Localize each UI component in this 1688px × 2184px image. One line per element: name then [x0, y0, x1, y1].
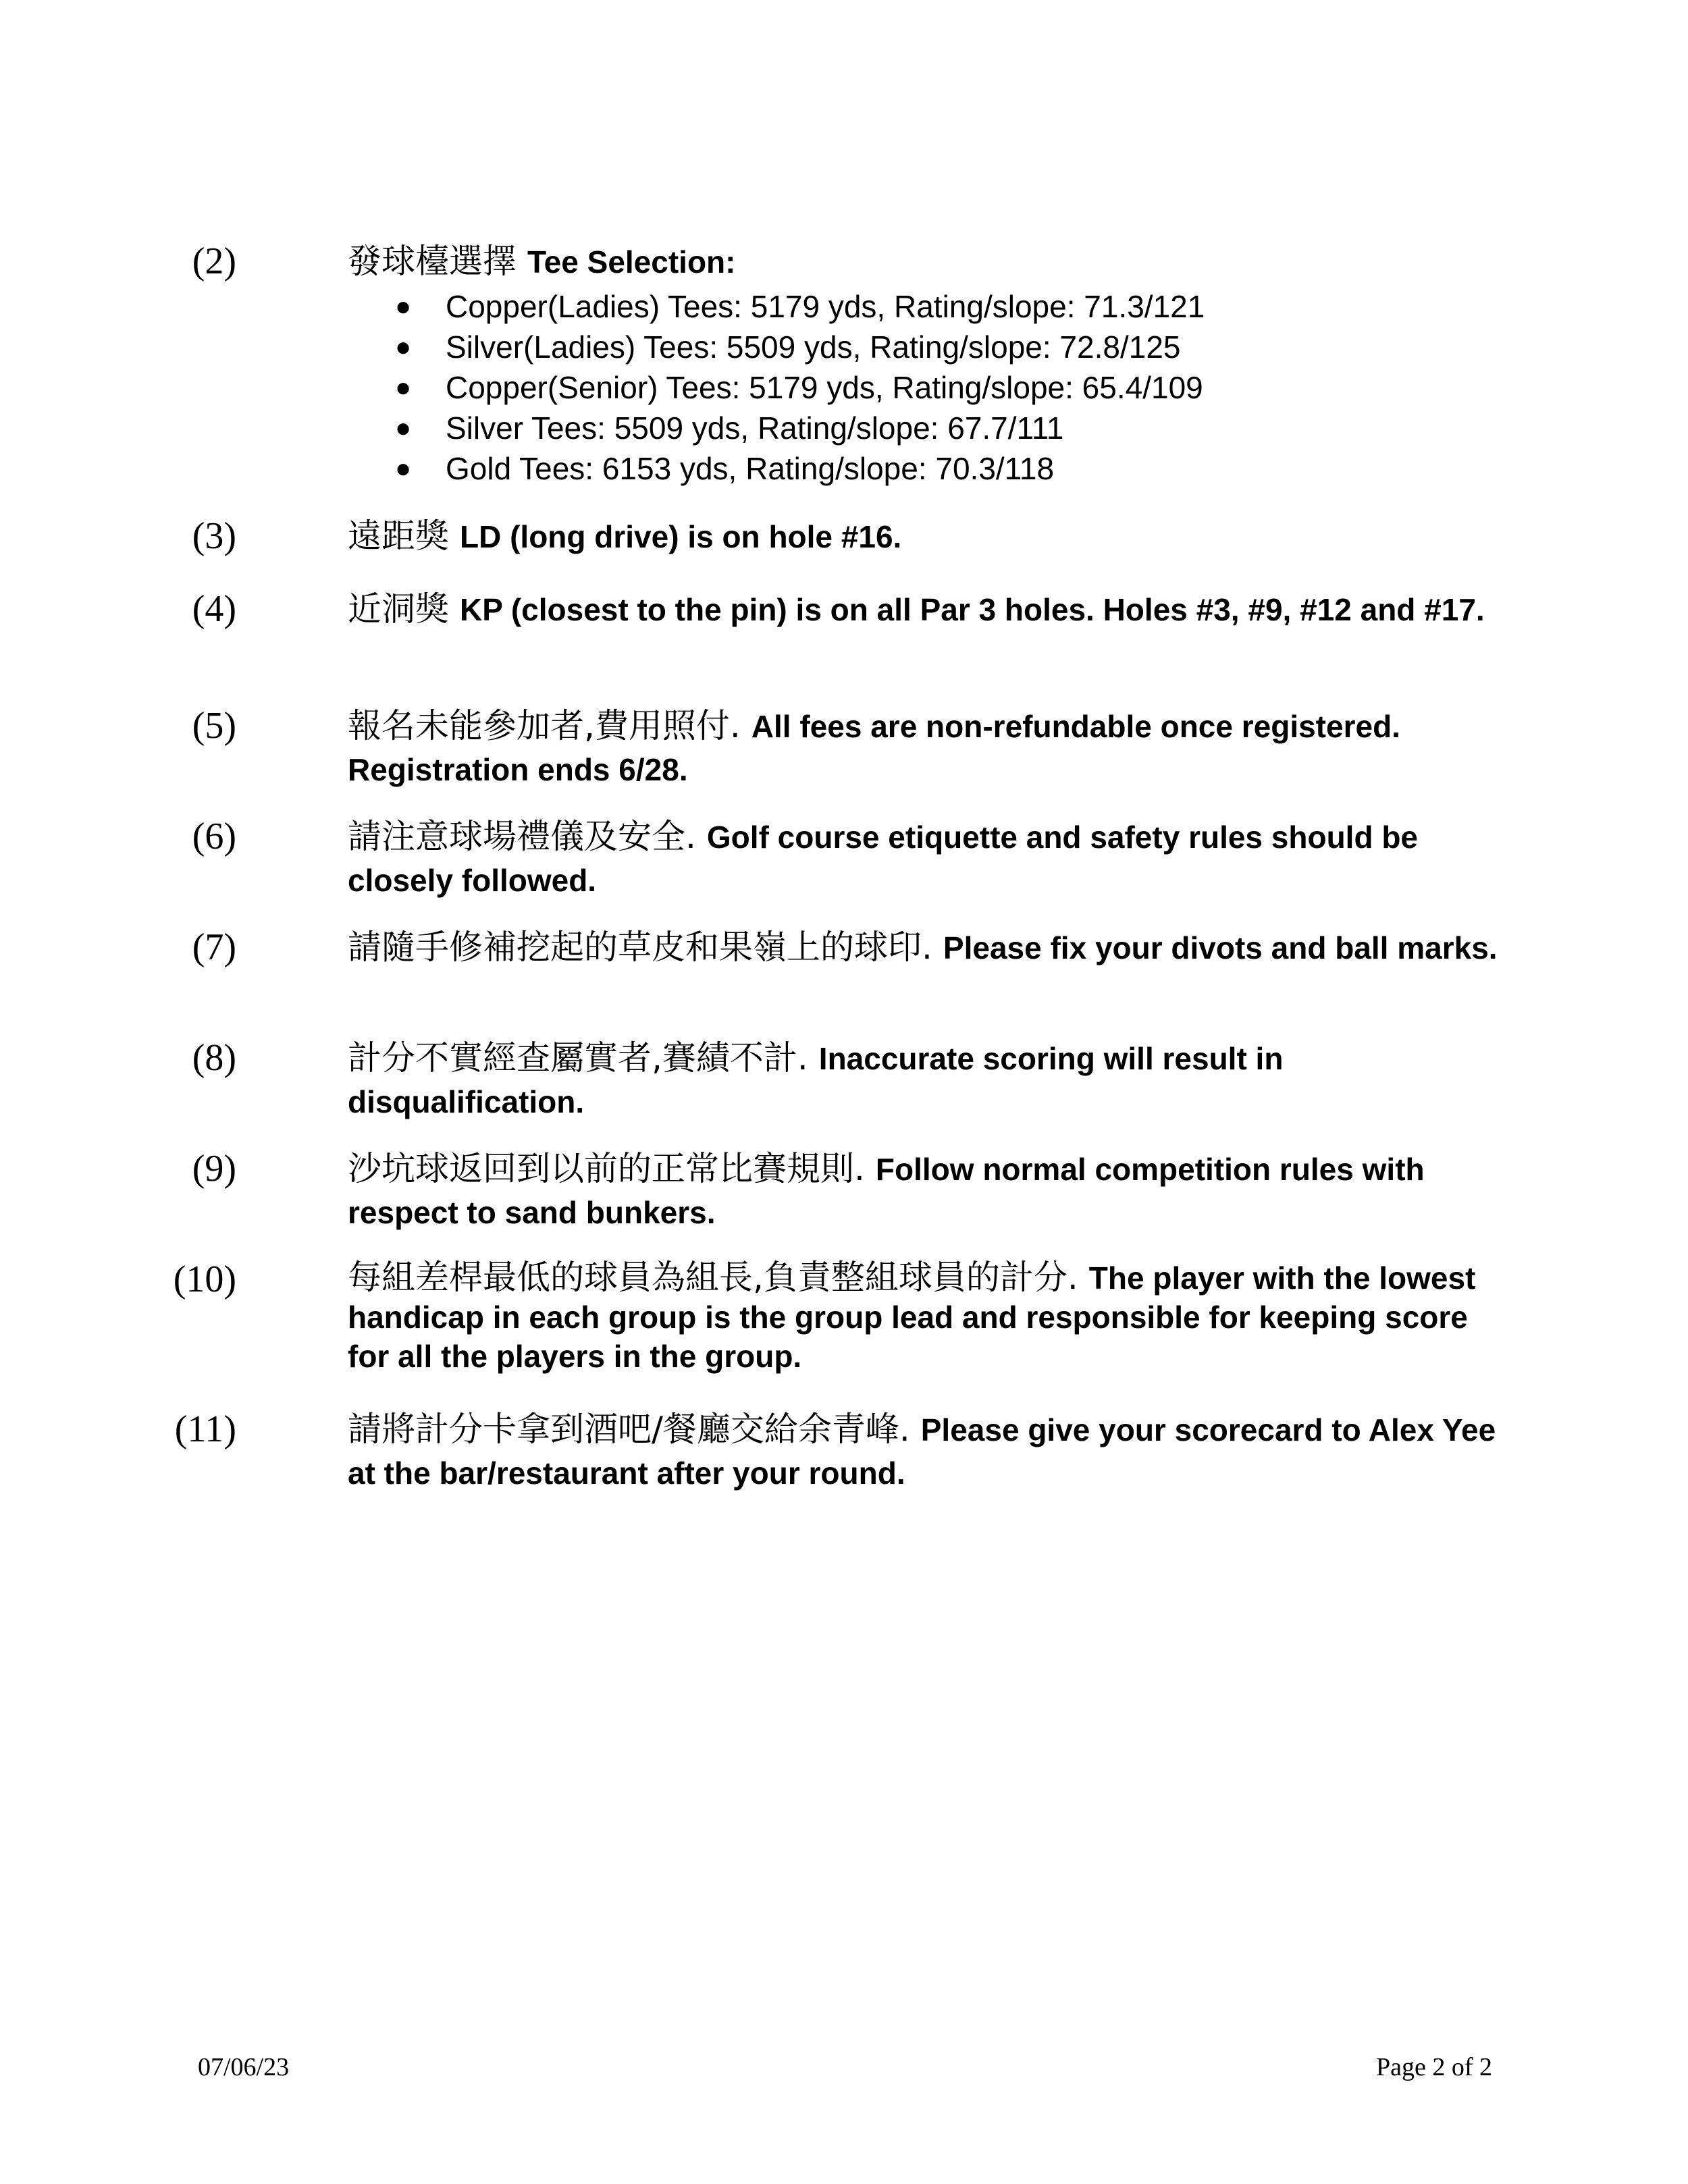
item-chinese-text: 每組差桿最低的球員為組長,負責整組球員的計分. [348, 1258, 1078, 1297]
item-number: (3) [192, 515, 236, 557]
item-english-text: LD (long drive) is on hole #16. [460, 519, 902, 554]
rule-item-11 [174, 1408, 1499, 1495]
tee-list-item: ● Silver Tees: 5509 yds, Rating/slope: 67.7/111 [348, 408, 1499, 448]
item-english-text: Golf course etiquette and safety rules should be closely followed. [348, 820, 1419, 898]
item-english-text: All fees are non-refundable once registered. Registration ends 6/28. [348, 709, 1400, 787]
item-heading [348, 240, 1499, 284]
rule-item-9 [192, 1147, 1499, 1234]
item-english-text: Inaccurate scoring will result in disqualification. [348, 1041, 1284, 1119]
rule-item-4 [192, 587, 1499, 631]
item-english-text: The player with the lowest handicap in each group is the group lead and responsible for keeping score for all the players in the group. [348, 1260, 1476, 1374]
item-chinese-text: 近洞獎 [348, 589, 449, 629]
rule-item-7 [192, 926, 1499, 969]
item-chinese-text: 發球檯選擇 [348, 242, 517, 281]
item-chinese-text: 遠距獎 [348, 516, 449, 556]
bullet-icon: ● [395, 332, 412, 362]
item-english-text: Follow normal competition rules with respect to sand bunkers. [348, 1152, 1425, 1230]
item-english-text: Please give your scorecard to Alex Yee at the bar/restaurant after your round. [348, 1412, 1496, 1491]
item-number: (11) [174, 1408, 236, 1450]
item-number: (7) [192, 926, 236, 968]
bullet-icon: ● [395, 413, 412, 443]
item-chinese-text: 請將計分卡拿到酒吧/餐廳交給余青峰. [348, 1410, 910, 1449]
item-chinese-text: 沙坑球返回到以前的正常比賽規則. [348, 1149, 865, 1188]
rule-item-8 [192, 1036, 1499, 1123]
tee-list-item: ● Silver(Ladies) Tees: 5509 yds, Rating/slope: 72.8/125 [348, 327, 1499, 367]
rule-item-5 [192, 704, 1499, 791]
item-number: (6) [192, 816, 236, 857]
tee-list-item: ● Copper(Senior) Tees: 5179 yds, Rating/slope: 65.4/109 [348, 367, 1499, 408]
item-number: (2) [192, 240, 236, 282]
tee-list-item: ● Copper(Ladies) Tees: 5179 yds, Rating/slope: 71.3/121 [348, 286, 1499, 327]
tee-list-item: ● Gold Tees: 6153 yds, Rating/slope: 70.3/118 [348, 448, 1499, 489]
item-chinese-text: 請隨手修補挖起的草皮和果嶺上的球印. [348, 928, 932, 967]
item-number: (5) [192, 705, 236, 747]
item-number: (4) [192, 588, 236, 630]
tee-list [257, 286, 1499, 489]
bullet-icon: ● [395, 292, 412, 321]
rule-item-2 [192, 240, 1499, 489]
item-chinese-text: 請注意球場禮儀及安全. [348, 817, 696, 856]
item-english-text: Please fix your divots and ball marks. [943, 930, 1498, 965]
bullet-icon: ● [395, 454, 412, 483]
item-english-text: KP (closest to the pin) is on all Par 3 holes. Holes #3, #9, #12 and #17. [460, 592, 1485, 627]
rule-item-6 [192, 815, 1499, 902]
item-number: (10) [173, 1258, 236, 1300]
rule-item-10 [173, 1258, 1499, 1376]
item-english-text: Tee Selection: [527, 244, 736, 279]
rule-item-3 [192, 514, 1499, 558]
item-number: (9) [192, 1148, 236, 1190]
footer-date: 07/06/23 [198, 2053, 290, 2081]
footer-page-number: Page 2 of 2 [1375, 2053, 1492, 2081]
item-number: (8) [192, 1037, 236, 1079]
bullet-icon: ● [395, 373, 412, 402]
item-chinese-text: 報名未能參加者,費用照付. [348, 706, 741, 745]
item-chinese-text: 計分不實經查屬實者,賽績不計. [348, 1038, 808, 1077]
